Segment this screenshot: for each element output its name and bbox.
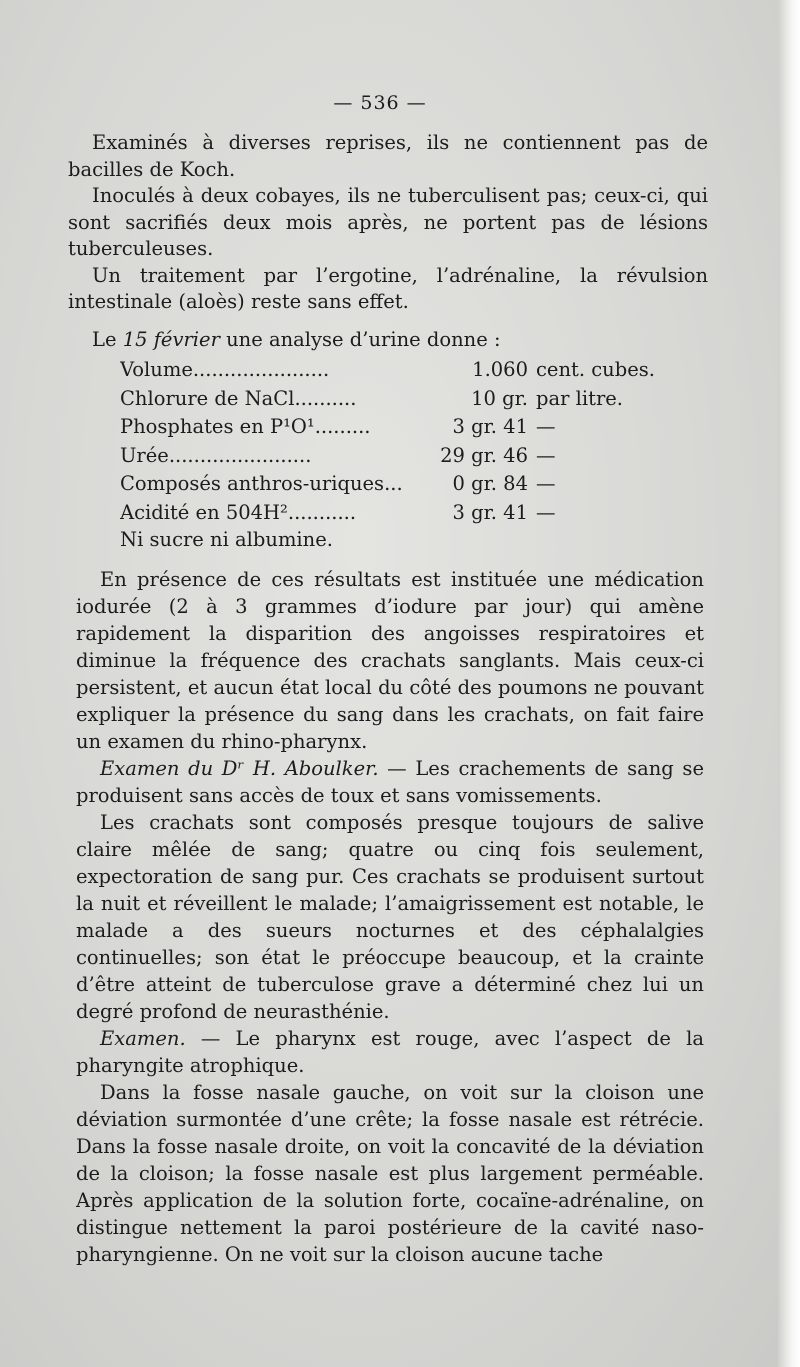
- paragraph: Inoculés à deux cobayes, ils ne tuberculisent pas; ceux-ci, qui sont sacrifiés deux mois après, ne portent pas de lésions tuberculeuses.: [68, 184, 708, 260]
- urine-analysis-table: [120, 356, 660, 527]
- section-heading: Examen.: [100, 1027, 186, 1050]
- analysis-row: Phosphates en P¹O¹......... 3 gr. 41 —: [120, 415, 556, 438]
- paragraph: En présence de ces résultats est instituée une médication iodurée (2 à 3 grammes d’iodure par jour) qui amène rapidement la disparition des angoisses respiratoires et diminue la fréquence des crachats sanglants. Mais ceux-ci persistent, et aucun état local du côté des poumons ne pouvant expliquer la présence du sang dans les crachats, on fait faire un examen du rhino-pharynx.: [76, 568, 704, 753]
- analysis-row: Composés anthros-uriques... 0 gr. 84 —: [120, 472, 556, 495]
- page-number: — 536 —: [333, 92, 427, 114]
- analysis-conclusion: Ni sucre ni albumine.: [120, 528, 333, 551]
- top-paragraphs: [68, 130, 708, 316]
- paragraph: Examen du Dʳ H. Aboulker. — Les crachements de sang se produisent sans accès de toux et sans vomissements.: [76, 757, 704, 807]
- paragraph: Dans la fosse nasale gauche, on voit sur la cloison une déviation surmontée d’une crête; la fosse nasale est rétrécie. Dans la fosse nasale droite, on voit la concavité de la déviation de la cloison; la fosse nasale est plus largement perméable. Après application de la solution forte, cocaïne-adrénaline, on distingue nettement la paroi postérieure de la cavité naso-pharyngienne. On ne voit sur la cloison aucune tache: [76, 1081, 704, 1266]
- paragraph: Examen. — Le pharynx est rouge, avec l’aspect de la pharyngite atrophique.: [76, 1027, 704, 1077]
- paragraph: Un traitement par l’ergotine, l’adrénaline, la révulsion intestinale (aloès) reste sans effet.: [68, 263, 708, 313]
- analysis-intro: Le 15 février une analyse d’urine donne :: [92, 328, 501, 351]
- analysis-row: Volume...................... 1.060 cent. cubes.: [120, 358, 655, 381]
- bottom-paragraphs: [76, 566, 704, 1268]
- analysis-row: Chlorure de NaCl.......... 10 gr. par litre.: [120, 386, 623, 410]
- paragraph: Examinés à diverses reprises, ils ne contiennent pas de bacilles de Koch.: [68, 131, 708, 181]
- analysis-row: Urée....................... 29 gr. 46 —: [120, 443, 556, 467]
- analysis-row: Acidité en 504H²........... 3 gr. 41 —: [120, 500, 556, 524]
- section-heading: Examen du Dʳ H. Aboulker.: [100, 757, 379, 780]
- paragraph: Les crachats sont composés presque toujours de salive claire mêlée de sang; quatre ou cinq fois seulement, expectoration de sang pur. Ces crachats se produisent surtout la nuit et réveillent le malade; l’amaigrissement est notable, le malade a des sueurs nocturnes et des céphalalgies continuelles; son état le préoccupe beaucoup, et la crainte d’être atteint de tuberculose grave a déterminé chez lui un degré profond de neurasthénie.: [76, 811, 704, 1023]
- analysis-date: 15 février: [122, 328, 220, 351]
- page-edge: [778, 0, 800, 1367]
